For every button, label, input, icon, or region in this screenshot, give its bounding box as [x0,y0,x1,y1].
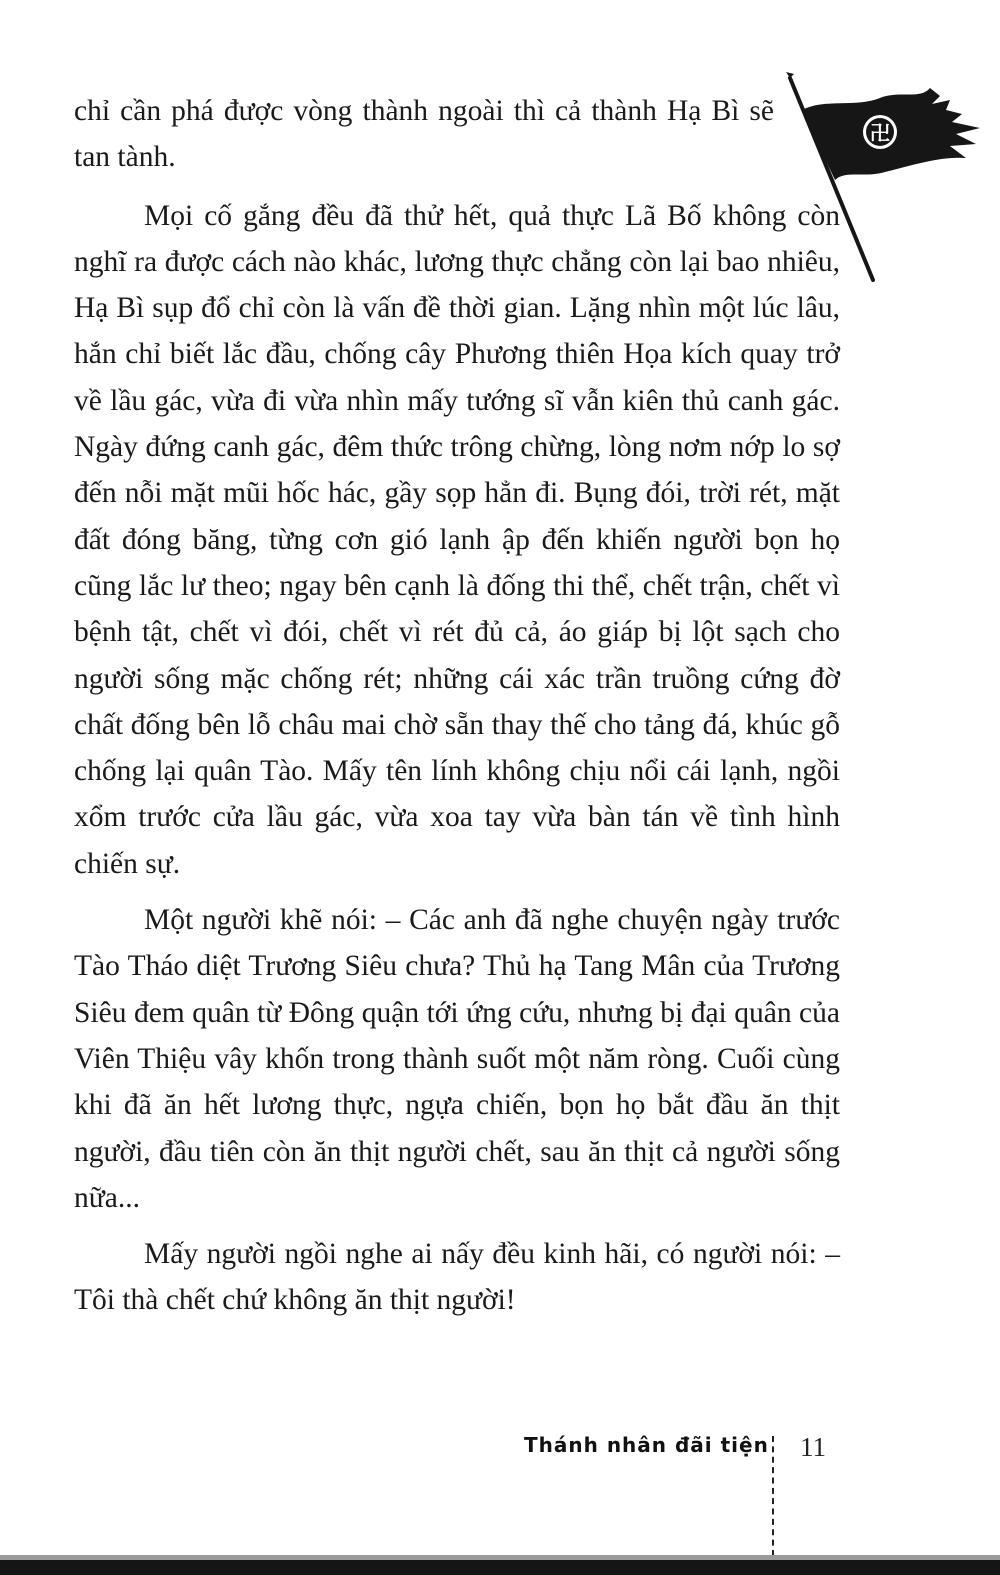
paragraph: Mọi cố gắng đều đã thử hết, quả thực Lã Bố không còn nghĩ ra được cách nào khác, lương thực chẳng còn lại bao nhiêu, Hạ Bì sụp đổ chỉ còn là vấn đề thời gian. Lặng nhìn một lúc lâu, hắn chỉ biết lắc đầu, chống cây Phương thiên Họa kích quay trở về lầu gác, vừa đi vừa nhìn mấy tướng sĩ vẫn kiên thủ canh gác. Ngày đứng canh gác, đêm thức trông chừng, lòng nơm nớp lo sợ đến nỗi mặt mũi hốc hác, gầy sọp hẳn đi. Bụng đói, trời rét, mặt đất đóng băng, từng cơn gió lạnh ập đến khiến người bọn họ cũng lắc lư theo; ngay bên cạnh là đống thi thể, chết trận, chết vì bệnh tật, chết vì đói, chết vì rét đủ cả, áo giáp bị lột sạch cho người sống mặc chống rét; những cái xác trần truồng cứng đờ chất đống bên lỗ châu mai chờ sẵn thay thế cho tảng đá, khúc gỗ chống lại quân Tào. Mấy tên lính không chịu nổi cái lạnh, ngồi xổm trước cửa lầu gác, vừa xoa tay vừa bàn tán về tình hình chiến sự. [74,199,840,880]
scan-edge [0,1560,1000,1575]
svg-text:卍: 卍 [870,121,890,145]
paragraph: Mấy người ngồi nghe ai nấy đều kinh hãi, có người nói: – Tôi thà chết chứ không ăn thịt người! [74,1238,840,1317]
body-text [74,88,840,1324]
page-number: 11 [800,1432,826,1462]
paragraph-continued: chỉ cần phá được vòng thành ngoài thì cả thành Hạ Bì sẽ tan tành. [74,95,774,174]
running-footer-title: Thánh nhân đãi tiện [524,1433,769,1457]
paragraph: Một người khẽ nói: – Các anh đã nghe chuyện ngày trước Tào Tháo diệt Trương Siêu chưa? Thủ hạ Tang Mân của Trương Siêu đem quân từ Đông quận tới ứng cứu, nhưng bị đại quân của Viên Thiệu vây khốn trong thành suốt một năm ròng. Cuối cùng khi đã ăn hết lương thực, ngựa chiến, bọn họ bắt đầu ăn thịt người, đầu tiên còn ăn thịt người chết, sau ăn thịt cả người sống nữa... [74,904,840,1214]
footer-divider [772,1436,774,1556]
